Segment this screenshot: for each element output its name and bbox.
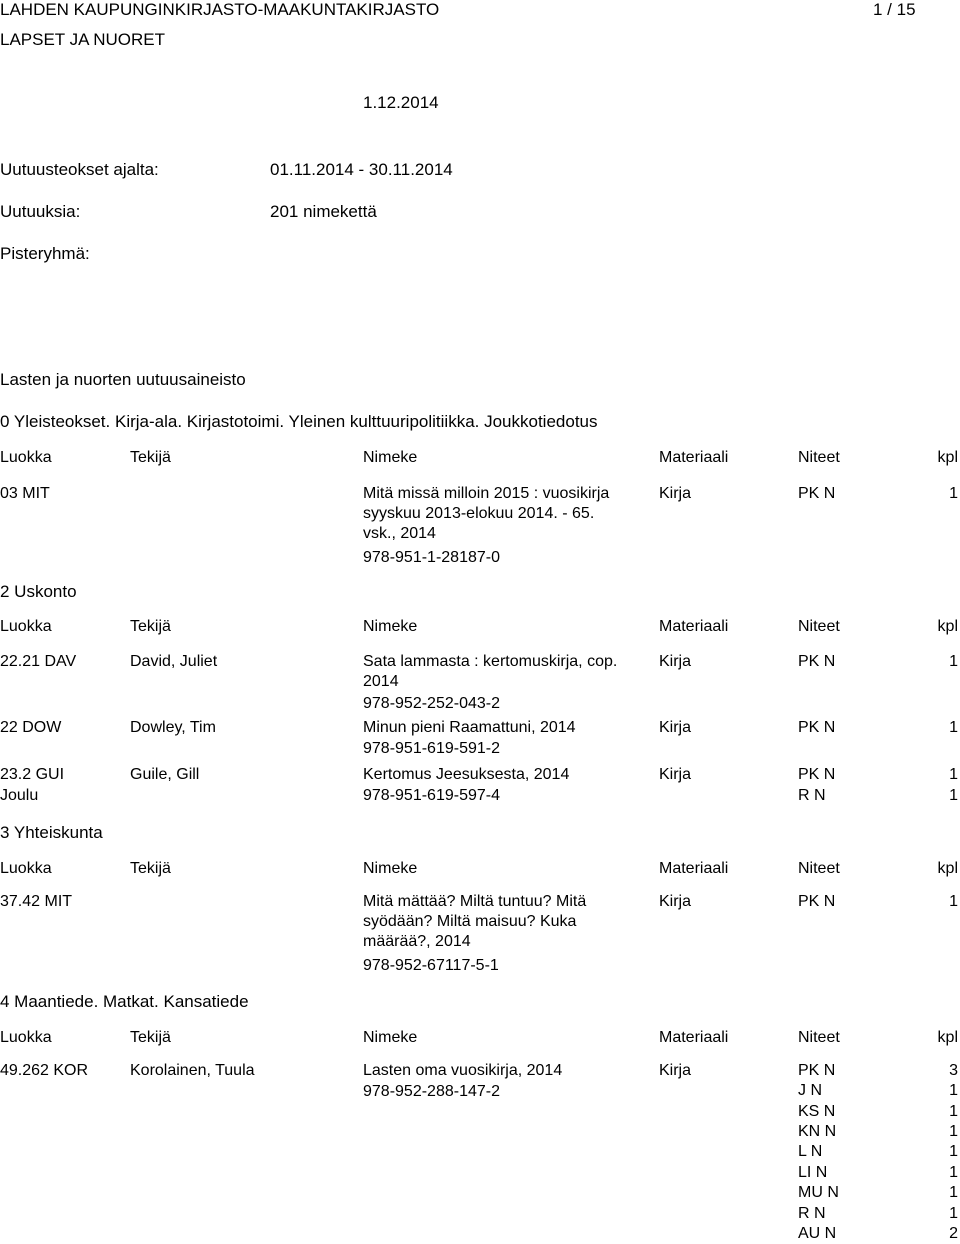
col-nimeke: Nimeke xyxy=(363,449,418,466)
column-header-row xyxy=(0,1028,960,1048)
row-kpl: 1 xyxy=(949,1082,958,1099)
row-niteet: L N xyxy=(798,1143,823,1160)
row-kpl: 1 xyxy=(949,1123,958,1140)
period-label: Uutuusteokset ajalta: xyxy=(0,160,159,179)
col-tekija: Tekijä xyxy=(130,449,171,466)
row-tekija: David, Juliet xyxy=(130,653,218,670)
row-luokka: 49.262 KOR xyxy=(0,1062,89,1079)
row-nimeke: Kertomus Jeesuksesta, 2014 xyxy=(363,766,570,783)
row-materiaali: Kirja xyxy=(659,1062,692,1079)
col-luokka: Luokka xyxy=(0,860,52,877)
row-niteet: PK N xyxy=(798,1062,836,1079)
report-title: Lasten ja nuorten uutuusaineisto xyxy=(0,370,246,389)
count-label: Uutuuksia: xyxy=(0,202,81,221)
row-isbn: 978-952-288-147-2 xyxy=(363,1083,500,1100)
row-luokka: 23.2 GUI xyxy=(0,766,65,783)
library-name: LAHDEN KAUPUNGINKIRJASTO-MAAKUNTAKIRJASTO xyxy=(0,0,440,19)
col-materiaali: Materiaali xyxy=(659,618,729,635)
row-isbn: 978-951-619-591-2 xyxy=(363,740,500,757)
row-niteet: KS N xyxy=(798,1103,836,1120)
col-luokka: Luokka xyxy=(0,449,52,466)
row-kpl: 1 xyxy=(949,1103,958,1120)
group-label: Pisteryhmä: xyxy=(0,244,90,263)
count-value: 201 nimekettä xyxy=(270,202,377,221)
col-materiaali: Materiaali xyxy=(659,449,729,466)
column-header-row xyxy=(0,448,960,468)
row-niteet: LI N xyxy=(798,1164,828,1181)
section-title: 3 Yhteiskunta xyxy=(0,823,103,842)
col-kpl: kpl xyxy=(937,860,958,877)
col-nimeke: Nimeke xyxy=(363,1029,418,1046)
row-materiaali: Kirja xyxy=(659,893,692,910)
row-kpl: 1 xyxy=(949,1205,958,1222)
section-title: 0 Yleisteokset. Kirja-ala. Kirjastotoimi. Yleinen kulttuuripolitiikka. Joukkotiedotus xyxy=(0,412,598,431)
col-kpl: kpl xyxy=(937,449,958,466)
col-tekija: Tekijä xyxy=(130,860,171,877)
col-materiaali: Materiaali xyxy=(659,1029,729,1046)
section-title: 4 Maantiede. Matkat. Kansatiede xyxy=(0,992,249,1011)
row-kpl: 2 xyxy=(949,1225,958,1242)
col-niteet: Niteet xyxy=(798,449,840,466)
row-niteet: R N xyxy=(798,787,826,804)
row-tekija: Guile, Gill xyxy=(130,766,200,783)
col-niteet: Niteet xyxy=(798,860,840,877)
row-niteet: J N xyxy=(798,1082,822,1099)
row-niteet: PK N xyxy=(798,766,836,783)
row-materiaali: Kirja xyxy=(659,485,692,502)
row-niteet: KN N xyxy=(798,1123,837,1140)
page-number: 1 / 15 xyxy=(873,0,916,19)
row-nimeke: Mitä missä milloin 2015 : vuosikirja syyskuu 2013-elokuu 2014. - 65. vsk., 2014 xyxy=(363,485,610,542)
row-kpl: 1 xyxy=(949,893,958,910)
col-luokka: Luokka xyxy=(0,1029,52,1046)
col-niteet: Niteet xyxy=(798,1029,840,1046)
row-kpl: 1 xyxy=(949,766,958,783)
row-luokka: 22 DOW xyxy=(0,719,62,736)
col-tekija: Tekijä xyxy=(130,1029,171,1046)
row-kpl: 1 xyxy=(949,719,958,736)
section-title: 2 Uskonto xyxy=(0,582,77,601)
col-nimeke: Nimeke xyxy=(363,618,418,635)
row-kpl: 1 xyxy=(949,787,958,804)
row-kpl: 1 xyxy=(949,485,958,502)
period-value: 01.11.2014 - 30.11.2014 xyxy=(270,160,453,179)
row-luokka-subject: Joulu xyxy=(0,787,39,804)
department-name: LAPSET JA NUORET xyxy=(0,30,166,49)
row-tekija: Korolainen, Tuula xyxy=(130,1062,255,1079)
col-niteet: Niteet xyxy=(798,618,840,635)
row-nimeke: Sata lammasta : kertomuskirja, cop. 2014 xyxy=(363,653,618,690)
row-nimeke: Lasten oma vuosikirja, 2014 xyxy=(363,1062,563,1079)
row-niteet: PK N xyxy=(798,893,836,910)
row-kpl: 1 xyxy=(949,653,958,670)
row-niteet: PK N xyxy=(798,653,836,670)
row-isbn: 978-952-252-043-2 xyxy=(363,695,500,712)
row-luokka: 37.42 MIT xyxy=(0,893,73,910)
row-kpl: 3 xyxy=(949,1062,958,1079)
row-tekija: Dowley, Tim xyxy=(130,719,216,736)
row-nimeke: Mitä mättää? Miltä tuntuu? Mitä syödään? Miltä maisuu? Kuka määrää?, 2014 xyxy=(363,893,587,950)
col-tekija: Tekijä xyxy=(130,618,171,635)
row-niteet: PK N xyxy=(798,719,836,736)
row-niteet: PK N xyxy=(798,485,836,502)
row-nimeke: Minun pieni Raamattuni, 2014 xyxy=(363,719,576,736)
row-kpl: 1 xyxy=(949,1184,958,1201)
row-materiaali: Kirja xyxy=(659,653,692,670)
row-materiaali: Kirja xyxy=(659,719,692,736)
col-materiaali: Materiaali xyxy=(659,860,729,877)
row-kpl: 1 xyxy=(949,1143,958,1160)
column-header-row xyxy=(0,617,960,637)
row-niteet: AU N xyxy=(798,1225,837,1242)
report-date: 1.12.2014 xyxy=(363,93,439,112)
row-kpl: 1 xyxy=(949,1164,958,1181)
row-materiaali: Kirja xyxy=(659,766,692,783)
col-kpl: kpl xyxy=(937,618,958,635)
row-niteet: MU N xyxy=(798,1184,839,1201)
row-luokka: 03 MIT xyxy=(0,485,50,502)
row-niteet: R N xyxy=(798,1205,826,1222)
row-luokka: 22.21 DAV xyxy=(0,653,77,670)
row-isbn: 978-951-619-597-4 xyxy=(363,787,500,804)
row-isbn: 978-952-67117-5-1 xyxy=(363,957,499,974)
col-luokka: Luokka xyxy=(0,618,52,635)
column-header-row xyxy=(0,859,960,879)
col-nimeke: Nimeke xyxy=(363,860,418,877)
row-isbn: 978-951-1-28187-0 xyxy=(363,549,500,566)
col-kpl: kpl xyxy=(937,1029,958,1046)
